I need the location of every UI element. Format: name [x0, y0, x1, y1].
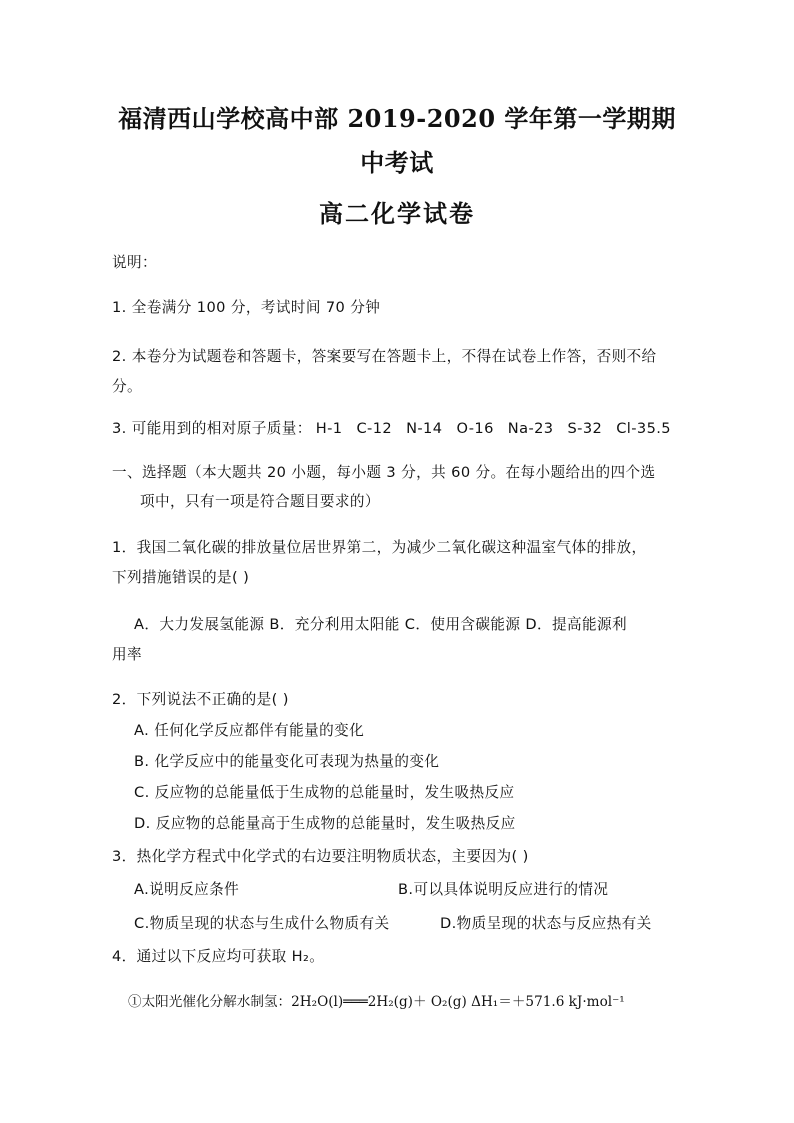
- q1-stem-line1: 1．我国二氧化碳的排放量位居世界第二，为减少二氧化碳这种温室气体的排放，: [112, 539, 647, 556]
- q3-option-a: A.说明反应条件: [134, 881, 240, 898]
- q1-options-line1: A．大力发展氢能源 B．充分利用太阳能 C．使用含碳能源 D．提高能源利: [134, 616, 627, 633]
- atomic-mass: Na-23: [507, 420, 554, 437]
- exam-subtitle: 高二化学试卷: [319, 199, 475, 228]
- instructions-heading: 说明：: [112, 254, 157, 271]
- q2-stem: 2．下列说法不正确的是( ): [112, 691, 289, 708]
- q2-option-a: A. 任何化学反应都伴有能量的变化: [134, 722, 365, 739]
- q3-option-c: C.物质呈现的状态与生成什么物质有关: [134, 915, 390, 932]
- section-heading-line1: 一、选择题（本大题共 20 小题，每小题 3 分，共 60 分。在每小题给出的四个选: [112, 464, 656, 481]
- atomic-mass: C-12: [356, 420, 393, 437]
- q4-reaction-1: ①太阳光催化分解水制氢：2H₂O(l)═══2H₂(g)＋ O₂(g) ΔH₁＝＋571.6 kJ·mol⁻¹: [128, 994, 625, 1010]
- instruction-1: 1. 全卷满分 100 分，考试时间 70 分钟: [112, 299, 381, 316]
- q3-option-d: D.物质呈现的状态与反应热有关: [440, 915, 652, 932]
- q3-stem: 3．热化学方程式中化学式的右边要注明物质状态，主要因为( ): [112, 848, 529, 865]
- atomic-mass: S-32: [567, 420, 603, 437]
- instruction-2: 2. 本卷分为试题卷和答题卡，答案要写在答题卡上，不得在试卷上作答，否则不给分。: [112, 348, 657, 395]
- atomic-mass: Cl-35.5: [616, 420, 671, 437]
- q3-option-b: B.可以具体说明反应进行的情况: [398, 881, 609, 898]
- q4-stem: 4．通过以下反应均可获取 H₂。: [112, 948, 325, 965]
- q2-option-d: D. 反应物的总能量高于生成物的总能量时，发生吸热反应: [134, 815, 516, 832]
- q2-option-b: B. 化学反应中的能量变化可表现为热量的变化: [134, 753, 440, 770]
- atomic-mass: H-1: [315, 420, 343, 437]
- section-heading-line2: 项中，只有一项是符合题目要求的）: [140, 493, 380, 510]
- instruction-3-label: 3. 可能用到的相对原子质量：: [112, 420, 312, 437]
- instruction-3: [112, 419, 685, 439]
- q1-options-line2: 用率: [112, 646, 142, 663]
- q2-option-c: C. 反应物的总能量低于生成物的总能量时，发生吸热反应: [134, 784, 515, 801]
- q1-stem-line2: 下列措施错误的是( ): [112, 569, 250, 586]
- atomic-mass: N-14: [406, 420, 443, 437]
- exam-title: 福清西山学校高中部 2019-2020 学年第一学期期中考试: [118, 104, 676, 177]
- atomic-mass: O-16: [456, 420, 494, 437]
